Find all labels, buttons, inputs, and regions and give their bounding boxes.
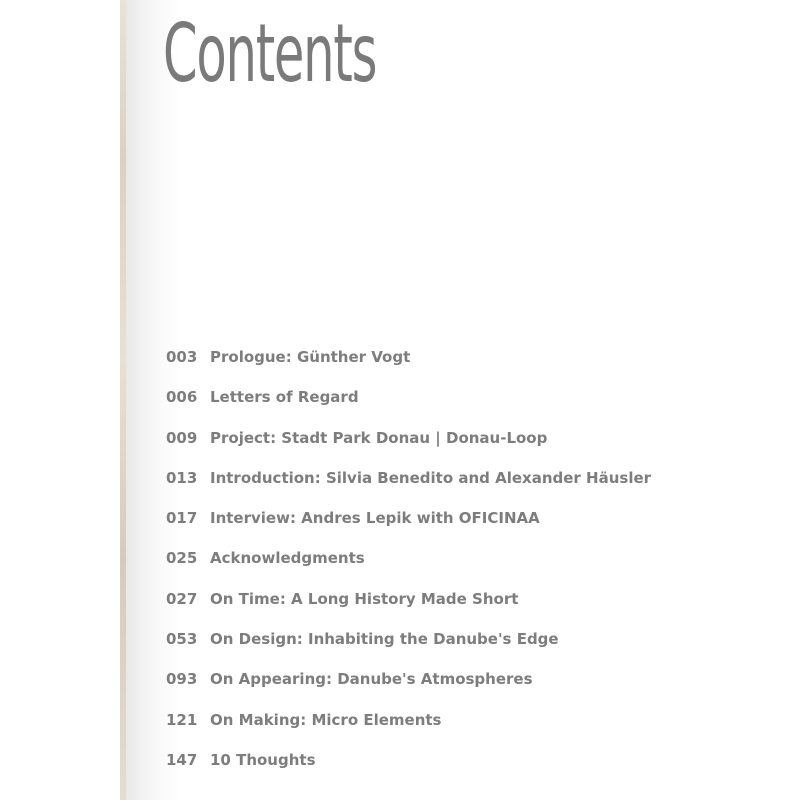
toc-entry-title: Introduction: Silvia Benedito and Alexander Häusler	[210, 468, 652, 487]
toc-page-number: 025	[166, 549, 198, 568]
toc-page-number: 093	[166, 670, 198, 689]
toc-entry	[166, 469, 651, 509]
toc-entry	[166, 388, 651, 428]
toc-entry-title: Letters of Regard	[210, 388, 359, 407]
toc-entry-title: On Design: Inhabiting the Danube's Edge	[210, 630, 559, 649]
toc-page-number: 003	[166, 348, 198, 366]
toc-entry	[166, 711, 651, 751]
toc-entry	[166, 509, 651, 549]
toc-entry-title: On Appearing: Danube's Atmospheres	[210, 670, 533, 689]
table-of-contents	[166, 348, 651, 791]
toc-page-number: 121	[166, 710, 198, 729]
toc-entry-title: Prologue: Günther Vogt	[210, 348, 411, 366]
toc-entry	[166, 348, 651, 388]
toc-page-number: 017	[166, 509, 198, 528]
page-title: Contents	[163, 7, 377, 100]
toc-entry	[166, 549, 651, 589]
toc-page-number: 013	[166, 468, 198, 487]
toc-entry-title: Interview: Andres Lepik with OFICINAA	[210, 509, 540, 528]
toc-entry-title: On Making: Micro Elements	[210, 710, 442, 729]
toc-entry-title: On Time: A Long History Made Short	[210, 589, 519, 608]
toc-page-number: 147	[166, 750, 198, 769]
toc-page-number: 027	[166, 589, 198, 608]
toc-entry-title: 10 Thoughts	[210, 750, 316, 769]
toc-page-number: 053	[166, 630, 198, 649]
page-binding-edge	[120, 0, 126, 800]
toc-page-number: 006	[166, 388, 198, 407]
toc-entry	[166, 630, 651, 670]
toc-entry	[166, 670, 651, 710]
toc-page-number: 009	[166, 428, 198, 447]
toc-entry	[166, 751, 651, 791]
toc-entry	[166, 590, 651, 630]
toc-entry	[166, 429, 651, 469]
toc-entry-title: Project: Stadt Park Donau | Donau-Loop	[210, 428, 548, 447]
toc-entry-title: Acknowledgments	[210, 549, 365, 568]
